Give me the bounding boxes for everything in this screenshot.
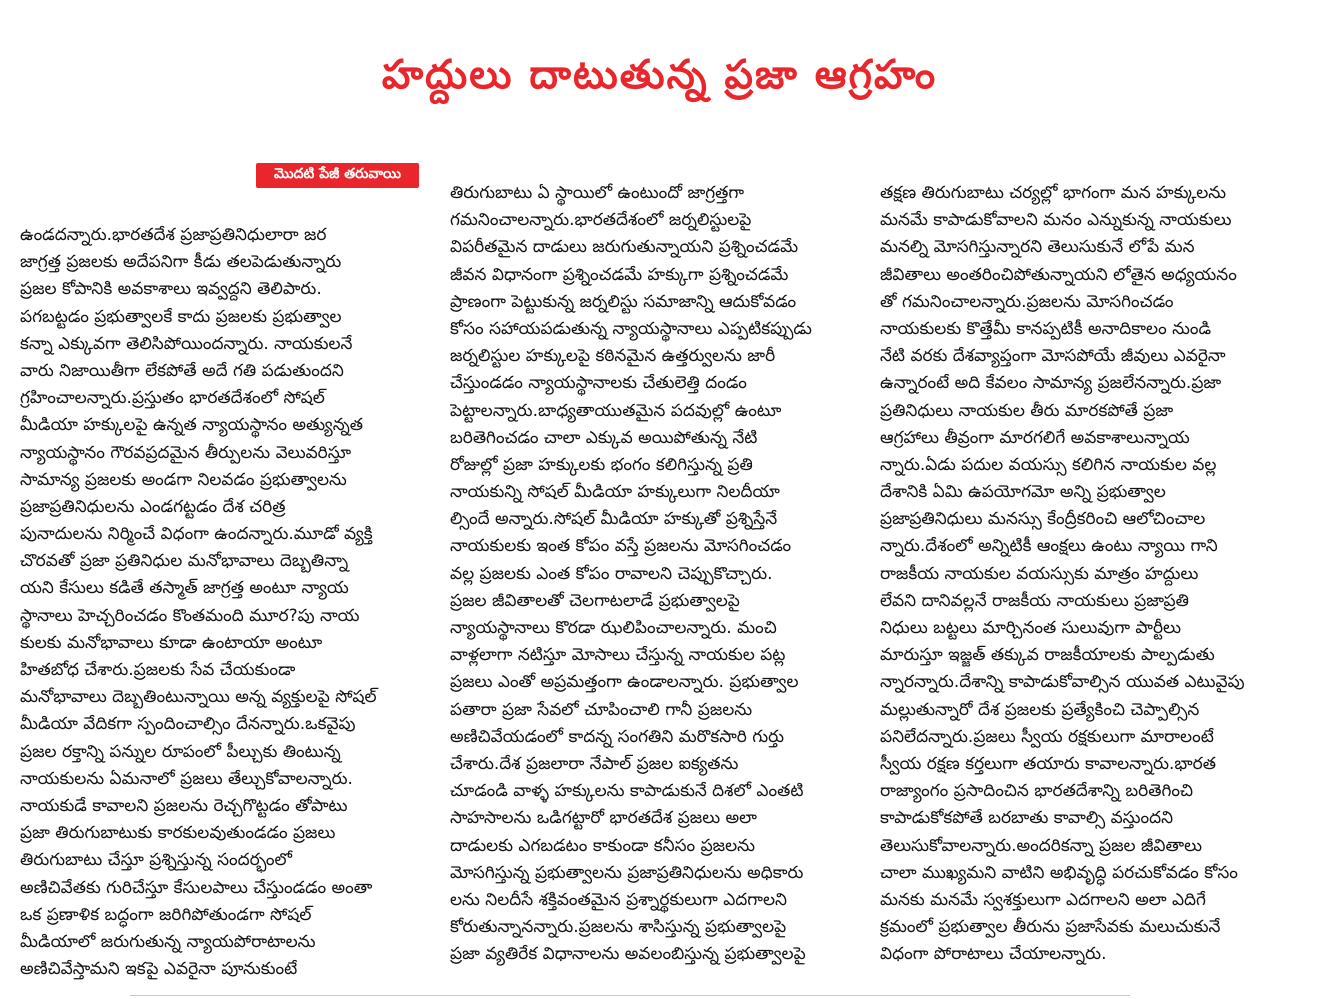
article-line: కోరుతున్నానన్నారు.ప్రజలను శాసిస్తున్న ప్రభుత్వాలపై bbox=[450, 917, 787, 938]
article-line: రాజ్యాంగం ప్రసాదించిన భారతదేశాన్ని బరితెగించి bbox=[880, 781, 1194, 802]
article-line: రోజుల్లో ప్రజా హక్కులకు భంగం కలిగిస్తున్న ప్రతి bbox=[450, 454, 753, 475]
article-line: ప్రజల జీవితాలతో చెలగాటలాడే ప్రభుత్వాలపై bbox=[450, 590, 740, 611]
article-line: లేవని దానివల్లనే రాజకీయ నాయకులు ప్రజాప్రతి bbox=[880, 590, 1189, 611]
headline: హద్దులు దాటుతున్న ప్రజా ఆగ్రహం bbox=[381, 52, 938, 98]
article-line: ప్రజాప్రతినిధులు మనస్సు కేంద్రీకరించి ఆలోచించాల bbox=[880, 509, 1206, 530]
article-line: తెలుసుకోవాలన్నారు.అందరికన్నా ప్రజల జీవితాలు bbox=[880, 835, 1203, 856]
article-line: మనమే కాపాడుకోవాలని మనం ఎన్నుకున్న నాయకులు bbox=[880, 210, 1232, 231]
article-line: వాళ్లలాగా నటిస్తూ మోసాలు చేస్తున్న నాయకుల పట్ల bbox=[450, 645, 786, 666]
article-line: ఉండదన్నారు.భారతదేశ ప్రజాప్రతినిధులారా జర bbox=[20, 225, 327, 245]
article-line: జర్నలిస్టుల హక్కులపై కఠినమైన ఉత్తర్వులను జారీ bbox=[450, 346, 776, 367]
article-line: పగబట్టడం ప్రభుత్వాలకే కాదు ప్రజలకు ప్రభుత్వాల bbox=[20, 306, 342, 327]
article-line: సామాన్య ప్రజలకు అండగా నిలవడం ప్రభుత్వాలను bbox=[20, 469, 347, 490]
article-line: ప్రజల రక్తాన్ని పన్నుల రూపంలో పీల్చుకు తింటున్న bbox=[20, 741, 341, 762]
article-line: న్యాయస్థానం గౌరవప్రదమైన తీర్పులను వెలువరిస్తూ bbox=[20, 442, 352, 463]
article-line: న్యాయస్థానాలు కొరడా ఝలిపించాలన్నారు. మంచి bbox=[450, 618, 777, 638]
article-line: విపరీతమైన దాడులు జరుగుతున్నాయని ప్రశ్నించడమే bbox=[450, 237, 799, 258]
article-line: ప్రజాప్రతినిధులను ఎండగట్టడం దేశ చరిత్ర bbox=[20, 496, 286, 517]
article-line: ఉన్నారంటే అది కేవలం సామాన్య ప్రజలేనన్నారు.ప్రజా bbox=[880, 373, 1222, 394]
article-column-1 bbox=[20, 222, 425, 983]
article-line: జాగ్రత్త ప్రజలకు అదేపనిగా కీడు తలపెడుతున్నారు bbox=[20, 252, 342, 273]
article-column-3 bbox=[880, 180, 1300, 968]
article-line: జీవితాలు అంతరించిపోతున్నాయని లోతైన అధ్యయనం bbox=[880, 264, 1237, 285]
article-line: దాడులకు ఎగబడటం కాకుండా కనీసం ప్రజలను bbox=[450, 835, 755, 856]
article-line: తో గమనించాలన్నారు.ప్రజలను మోసగించడం bbox=[880, 291, 1174, 312]
article-line: ప్రాణంగా పెట్టుకున్న జర్నలిస్టు సమాజాన్ని ఆదుకోవడం bbox=[450, 291, 797, 312]
article-line: స్వీయ రక్షణ కర్తలుగా తయారు కావాలన్నారు.భారత bbox=[880, 753, 1216, 774]
article-line: స్థానాలు హెచ్చరించడం కొంతమంది మూర?పు నాయ bbox=[20, 605, 360, 626]
article-line: గ్రహించాలన్నారు.ప్రస్తుతం భారతదేశంలో సోషల్ bbox=[20, 388, 325, 409]
article-line: న్నారు.దేశంలో అన్నిటికీ ఆంక్షలు ఉంటు న్యాయి గాని bbox=[880, 536, 1218, 557]
article-line: మనల్ని మోసగిస్తున్నారని తెలుసుకునే లోపే మన bbox=[880, 237, 1195, 258]
article-line: చేస్తుండడం న్యాయస్థానాలకు చేతులెత్తి దండం bbox=[450, 373, 747, 394]
article-line: సాహసాలను ఒడిగట్టారో భారతదేశ ప్రజలు అలా bbox=[450, 808, 757, 829]
article-line: ప్రజా తిరుగుబాటుకు కారకులవుతుండడం ప్రజలు bbox=[20, 823, 336, 844]
article-line: నిధులు బట్టలు మార్చినంత సులువుగా పార్టీలు bbox=[880, 618, 1181, 638]
article-line: నాయకులను ఏమనాలో ప్రజలు తేల్చుకోవాలన్నారు. bbox=[20, 768, 353, 789]
article-line: ప్రజా వ్యతిరేక విధానాలను అవలంబిస్తున్న ప్రభుత్వాలపై bbox=[450, 944, 806, 965]
article-line: క్రమంలో ప్రభుత్వాల తీరును ప్రజాసేవకు మలుచుకునే bbox=[880, 917, 1221, 938]
article-line: న్నారన్నారు.దేశాన్ని కాపాడుకోవాల్సిన యువత ఎటువైపు bbox=[880, 672, 1245, 693]
article-line: మనోభావాలు దెబ్బతింటున్నాయి అన్న వ్యక్తులపై సోషల్ bbox=[20, 687, 377, 708]
article-line: ఒక ప్రణాళిక బద్ధంగా జరిగిపోతుండగా సోషల్ bbox=[20, 904, 312, 925]
article-line: చొరవతో ప్రజా ప్రతినిధుల మనోభావాలు దెబ్బతిన్నా bbox=[20, 551, 349, 572]
article-line: మనకు మనమే స్వశక్తులుగా ఎదగాలని అలా ఎదిగే bbox=[880, 889, 1206, 910]
article-line: పునాదులను నిర్మించే విధంగా ఉందన్నారు.మూడో వ్యక్తి bbox=[20, 524, 373, 545]
article-line: నాయకుడే కావాలని ప్రజలను రెచ్చగొట్టడం తోపాటు bbox=[20, 795, 348, 816]
bottom-divider bbox=[130, 995, 1130, 996]
article-line: అణిచివేయడంలో కాదన్న సంగతిని మరొకసారి గుర్తు bbox=[450, 726, 785, 747]
article-line: యని కేసులు కడితే తస్మాత్ జాగ్రత్త అంటూ న్యాయ bbox=[20, 578, 349, 599]
article-line: నాయకులకు కొత్తేమీ కానప్పటికీ అనాదికాలం నుండి bbox=[880, 318, 1212, 339]
article-line: వల్ల ప్రజలకు ఎంత కోపం రావాలని చెప్పుకొచ్చారు. bbox=[450, 563, 773, 584]
article-line: కోసం సహాయపడుతున్న న్యాయస్థానాలు ఎప్పటికప్పుడు bbox=[450, 318, 812, 339]
article-line: నాయకులకు ఇంత కోపం వస్తే ప్రజలను మోసగించడం bbox=[450, 536, 792, 557]
article-line: నాయకున్ని సోషల్ మీడియా హక్కులుగా నిలదీయా bbox=[450, 482, 780, 503]
article-line: తిరుగుబాటు చేస్తూ ప్రశ్నిస్తున్న సందర్భంలో bbox=[20, 850, 293, 871]
article-line: ఆగ్రహాలు తీవ్రంగా మారగలిగే అవకాశాలున్నాయ bbox=[880, 427, 1190, 448]
article-line: కులకు మనోభావాలు కూడా ఉంటాయా అంటూ bbox=[20, 632, 323, 653]
article-line: పెట్టాలన్నారు.బాధ్యతాయుతమైన పదవుల్లో ఉంటూ bbox=[450, 400, 782, 421]
article-line: మోసగిస్తున్న ప్రభుత్వాలను ప్రజాప్రతినిధులను అధికారు bbox=[450, 862, 804, 883]
article-line: చూడండి వాళ్ళ హక్కులను కాపాడుకునే దిశలో ఎంతటి bbox=[450, 781, 804, 802]
article-line: వారు నిజాయితీగా లేకపోతే అదే గతి పడుతుందని bbox=[20, 360, 344, 381]
article-line: చాలా ముఖ్యమని వాటిని అభివృద్ధి పరచుకోవడం కోసం bbox=[880, 862, 1238, 883]
article-line: మీడియాలో జరుగుతున్న న్యాయపోరాటాలను bbox=[20, 931, 316, 952]
article-line: న్నారు.ఏడు పదుల వయస్సు కలిగిన నాయకుల వల్ల bbox=[880, 454, 1217, 475]
article-line: తిరుగుబాటు ఏ స్థాయిలో ఉంటుందో జాగ్రత్తగా bbox=[450, 183, 745, 203]
article-line: గమనించాలన్నారు.భారతదేశంలో జర్నలిస్టులపై bbox=[450, 210, 752, 231]
article-line: మీడియా హక్కులపై ఉన్నత న్యాయస్థానం అత్యున్నత bbox=[20, 415, 363, 436]
article-line: తక్షణ తిరుగుబాటు చర్యల్లో భాగంగా మన హక్కులను bbox=[880, 183, 1227, 203]
article-line: ప్రజల కోపానికి అవకాశాలు ఇవ్వద్దని తెలిపారు. bbox=[20, 279, 322, 300]
article-line: జీవన విధానంగా ప్రశ్నించడమే హక్కుగా ప్రశ్నించడమే bbox=[450, 264, 789, 285]
article-line: పనిలేదన్నారు.ప్రజలు స్వీయ రక్షకులుగా మారాలంటే bbox=[880, 726, 1214, 747]
article-line: నేటి వరకు దేశవ్యాప్తంగా మోసపోయే జీవులు ఎవరైనా bbox=[880, 346, 1226, 367]
article-line: మారుస్తూ ఇజ్జత్ తక్కువ రాజకీయాలకు పాల్పడుతు bbox=[880, 645, 1215, 666]
article-line: దేశానికి ఏమి ఉపయోగమో అన్ని ప్రభుత్వాల bbox=[880, 482, 1166, 503]
article-column-2 bbox=[450, 180, 860, 968]
article-line: ల్సిందే అన్నారు.సోషల్ మీడియా హక్కుతో ప్రశ్నిస్తేనే bbox=[450, 509, 778, 530]
continuation-tag: మొదటి పేజీ తరువాయి bbox=[256, 163, 419, 188]
article-line: మల్లుతున్నారో దేశ ప్రజలకు ప్రత్యేకించి చెప్పాల్సిన bbox=[880, 699, 1200, 720]
article-line: ప్రతినిధులు నాయకుల తీరు మారకపోతే ప్రజా bbox=[880, 400, 1174, 421]
article-line: కాపాడుకోకపోతే బరబాతు కావాల్సి వస్తుందని bbox=[880, 808, 1174, 829]
article-line: రాజకీయ నాయకుల వయస్సుకు మాత్రం హద్దులు bbox=[880, 563, 1199, 584]
article-line: చేశారు.దేశ ప్రజలారా నేపాల్ ప్రజల ఐక్యతను bbox=[450, 753, 739, 774]
article-line: విధంగా పోరాటాలు చేయాలన్నారు. bbox=[880, 944, 1107, 965]
article-line: అణిచివేతకు గురిచేస్తూ కేసులపాలు చేస్తుండడం అంతా bbox=[20, 877, 373, 898]
article-line: పతారా ప్రజా సేవలో చూపించాలి గానీ ప్రజలను bbox=[450, 699, 753, 720]
article-line: మీడియా వేదికగా స్పందించాల్సిం దేనన్నారు.ఒకవైపు bbox=[20, 714, 356, 735]
article-line: అణిచివేస్తామని ఇకపై ఎవరైనా పూనుకుంటే bbox=[20, 959, 298, 980]
article-line: కన్నా ఎక్కువగా తెలిసిపోయిందన్నారు. నాయకులనే bbox=[20, 333, 353, 354]
article-line: హితబోధ చేశారు.ప్రజలకు సేవ చేయకుండా bbox=[20, 660, 296, 680]
article-line: లను నిలదీసే శక్తివంతమైన ప్రశ్నార్థకులుగా ఎదగాలని bbox=[450, 889, 787, 910]
article-line: బరితెగించడం చాలా ఎక్కువ అయిపోతున్న నేటి bbox=[450, 427, 758, 448]
article-line: ప్రజలు ఎంతో అప్రమత్తంగా ఉండాలన్నారు. ప్రభుత్వాల bbox=[450, 672, 799, 693]
